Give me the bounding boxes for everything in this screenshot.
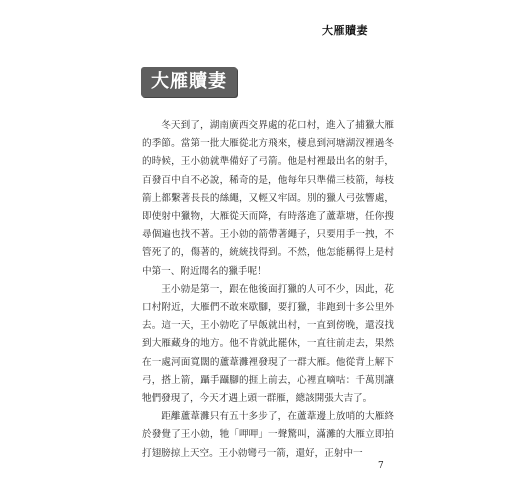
running-header: 大雁贖妻: [322, 24, 368, 37]
paragraph: 距離蘆葦灘只有五十多步了，在蘆葦邊上放哨的大雁終於發覺了王小勍，牠「呷呷」一聲驚叫，滿灘的大雁立即拍打翅膀掠上天空。王小勍彎弓一箭，還好，正射中一: [142, 411, 394, 459]
page-number: 7: [378, 461, 384, 471]
chapter-title: 大雁贖妻: [151, 71, 227, 92]
body-text: [142, 117, 394, 463]
paragraph: 冬天到了，湖南廣西交界處的花口村，進入了捕獵大雁的季節。當第一批大雁從北方飛來，棲息到河塘湖汊裡過冬的時候，王小勍就準備好了弓箭。他是村裡最出名的射手，百發百中自不必說，稀奇的是，他每年只準備三枝箭，每枝箭上都繫著長長的絲繩，又輕又牢固。別的獵人弓弦響處，即使射中獵物，大雁從天而降，有時落進了蘆葦塘，任你搜尋個遍也找不著。王小勍的箭帶著繩子，只要用手一拽，不管死了的，傷著的，統統找得到。不然，他怎能稱得上是村中第一、附近聞名的獵手呢！: [142, 120, 394, 277]
chapter-title-banner: [141, 67, 237, 97]
paragraph: 王小勍是第一，跟在他後面打獵的人可不少，因此，花口村附近，大雁們不敢來歇腳，要打獵，非跑到十多公里外去。這一天，王小勍吃了早飯就出村，一直到傍晚，還沒找到大雁藏身的地方。他不肯就此罷休，一直往前走去，果然在一處河面寬闊的蘆葦灘裡發現了一群大雁。他從背上解下弓，搭上箭，躡手躡腳的捱上前去，心裡直嘀咕：千萬別讓牠們發現了，今天才遇上頭一群雁，總該開張大吉了。: [142, 283, 394, 405]
